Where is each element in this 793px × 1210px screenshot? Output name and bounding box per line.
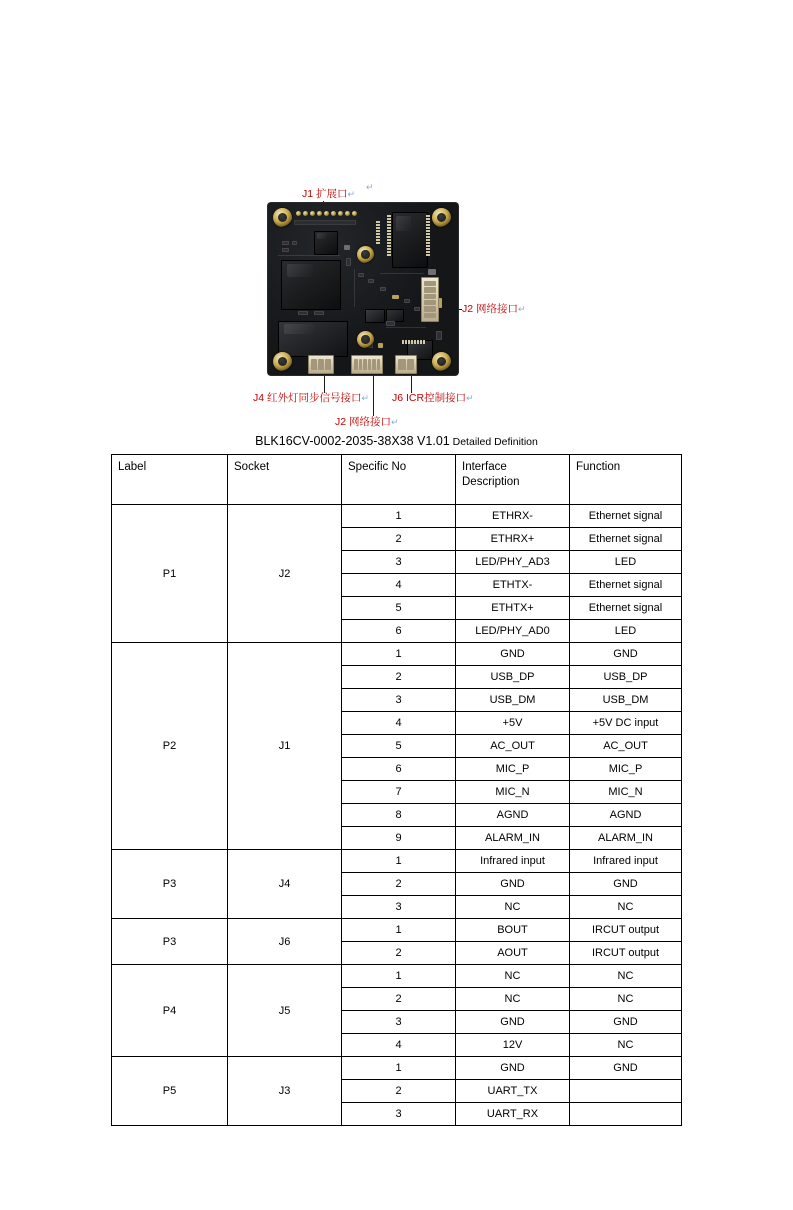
cell-interface-description: BOUT (456, 919, 570, 942)
cell-function: ALARM_IN (570, 827, 682, 850)
callout-j1-text: J1 扩展口 (302, 188, 348, 200)
cell-function: Infrared input (570, 850, 682, 873)
passive-component (380, 287, 386, 291)
cell-function: USB_DP (570, 666, 682, 689)
cell-function: IRCUT output (570, 919, 682, 942)
cell-function: NC (570, 965, 682, 988)
mounting-hole-center-top (357, 246, 374, 263)
cell-specific-no: 1 (342, 1057, 456, 1080)
j1-expansion-header-pins (296, 211, 357, 216)
cell-interface-description: UART_TX (456, 1080, 570, 1103)
cell-specific-no: 2 (342, 873, 456, 896)
cell-specific-no: 2 (342, 528, 456, 551)
passive-component (292, 241, 297, 245)
cell-function: Ethernet signal (570, 528, 682, 551)
cell-function: AGND (570, 804, 682, 827)
cell-interface-description: UART_RX (456, 1103, 570, 1126)
soc-chip (281, 260, 341, 310)
pinout-table-body (112, 505, 682, 1126)
cell-function: Ethernet signal (570, 574, 682, 597)
connector-pads (376, 221, 380, 244)
cell-label: P2 (112, 643, 228, 850)
cell-label: P3 (112, 850, 228, 919)
pilcrow-mark: ↵ (518, 304, 526, 314)
cell-interface-description: AC_OUT (456, 735, 570, 758)
cell-function: LED (570, 551, 682, 574)
cell-specific-no: 1 (342, 919, 456, 942)
header-socket: Socket (228, 455, 342, 505)
chip-pins-left (387, 215, 391, 256)
cell-interface-description: NC (456, 965, 570, 988)
cell-label: P5 (112, 1057, 228, 1126)
cell-specific-no: 3 (342, 1011, 456, 1034)
callout-j2-bottom-text: J2 网络接口 (335, 416, 392, 428)
callout-j4-text: J4 红外灯同步信号接口 (253, 392, 362, 404)
pcb-figure (0, 88, 793, 428)
cell-socket: J3 (228, 1057, 342, 1126)
cell-specific-no: 1 (342, 965, 456, 988)
pcb-trace (354, 269, 355, 307)
cell-function: GND (570, 1057, 682, 1080)
cell-function: MIC_N (570, 781, 682, 804)
cell-function: MIC_P (570, 758, 682, 781)
cell-interface-description: ETHTX+ (456, 597, 570, 620)
cell-interface-description: GND (456, 643, 570, 666)
pilcrow-mark: ↵ (466, 393, 474, 403)
callout-j4-ir-sync (253, 392, 369, 405)
cell-specific-no: 1 (342, 850, 456, 873)
j4-ir-sync-connector (308, 355, 334, 374)
passive-component (298, 311, 308, 315)
header-function: Function (570, 455, 682, 505)
table-row (112, 850, 682, 873)
cell-specific-no: 9 (342, 827, 456, 850)
passive-component (368, 279, 374, 283)
pinout-table (111, 454, 682, 1126)
header-label: Label (112, 455, 228, 505)
cell-interface-description: NC (456, 988, 570, 1011)
cell-interface-description: LED/PHY_AD3 (456, 551, 570, 574)
ddr-memory-chip (278, 321, 348, 357)
header-interface-description: Interface Description (456, 455, 570, 505)
pcb-trace (380, 273, 424, 274)
cell-function: NC (570, 988, 682, 1011)
cell-socket: J4 (228, 850, 342, 919)
cell-specific-no: 6 (342, 758, 456, 781)
table-header-row (112, 455, 682, 505)
cell-interface-description: LED/PHY_AD0 (456, 620, 570, 643)
mounting-hole (273, 208, 292, 227)
cell-function: LED (570, 620, 682, 643)
cell-interface-description: 12V (456, 1034, 570, 1057)
cell-specific-no: 6 (342, 620, 456, 643)
cell-function: Ethernet signal (570, 597, 682, 620)
cell-interface-description: GND (456, 1011, 570, 1034)
document-page (0, 88, 793, 1210)
flash-chip (392, 212, 428, 268)
cell-specific-no: 4 (342, 712, 456, 735)
cell-socket: J5 (228, 965, 342, 1057)
cell-specific-no: 3 (342, 1103, 456, 1126)
cell-label: P4 (112, 965, 228, 1057)
cell-interface-description: USB_DM (456, 689, 570, 712)
passive-component (386, 321, 395, 326)
cell-function (570, 1103, 682, 1126)
mounting-hole (273, 352, 292, 371)
cell-interface-description: ETHTX- (456, 574, 570, 597)
table-row (112, 643, 682, 666)
cell-interface-description: +5V (456, 712, 570, 735)
cell-interface-description: MIC_P (456, 758, 570, 781)
cell-specific-no: 3 (342, 689, 456, 712)
cell-specific-no: 5 (342, 735, 456, 758)
cell-function: GND (570, 873, 682, 896)
mounting-hole (432, 352, 451, 371)
leader-line-j6 (411, 374, 412, 393)
cell-function (570, 1080, 682, 1103)
callout-j2-network-bottom (335, 416, 399, 429)
cell-function: NC (570, 1034, 682, 1057)
passive-component (436, 331, 442, 340)
callout-j6-icr (392, 392, 474, 405)
cell-function: NC (570, 896, 682, 919)
cell-function: IRCUT output (570, 942, 682, 965)
mounting-hole (432, 208, 451, 227)
regulator-chip (314, 231, 338, 255)
figure-caption (0, 433, 793, 450)
cell-specific-no: 1 (342, 505, 456, 528)
passive-component (282, 248, 289, 252)
passive-component (392, 295, 399, 299)
cell-interface-description: AOUT (456, 942, 570, 965)
cell-label: P1 (112, 505, 228, 643)
passive-component (346, 258, 351, 266)
cell-label: P3 (112, 919, 228, 965)
cell-interface-description: AGND (456, 804, 570, 827)
cell-interface-description: ETHRX+ (456, 528, 570, 551)
cell-interface-description: MIC_N (456, 781, 570, 804)
callout-j2-network-right (462, 303, 526, 316)
caption-suffix: Detailed Definition (449, 436, 538, 448)
pilcrow-mark: ↵ (347, 189, 356, 199)
pcb-trace (386, 327, 426, 328)
pcb-board-photo (268, 203, 458, 375)
leader-line-j4 (324, 374, 325, 393)
cell-socket: J2 (228, 505, 342, 643)
small-ic-1 (365, 309, 385, 323)
cell-specific-no: 2 (342, 988, 456, 1011)
pilcrow-mark: ↵ (361, 393, 370, 403)
j2-network-connector (421, 277, 439, 322)
table-row (112, 1057, 682, 1080)
pinout-table-container (111, 454, 681, 1126)
cell-interface-description: GND (456, 1057, 570, 1080)
cell-interface-description: GND (456, 873, 570, 896)
callout-j2-right-text: J2 网络接口 (462, 303, 519, 315)
cell-specific-no: 7 (342, 781, 456, 804)
stray-pilcrow-mark: ↵ (366, 182, 374, 192)
cell-function: GND (570, 1011, 682, 1034)
passive-component (314, 311, 324, 315)
callout-j1-expansion (302, 188, 355, 201)
passive-component (414, 307, 420, 311)
passive-component (404, 299, 410, 303)
cell-specific-no: 4 (342, 1034, 456, 1057)
pilcrow-mark: ↵ (391, 417, 399, 427)
j2-network-connector-bottom (351, 355, 383, 374)
passive-component (428, 269, 436, 275)
passive-component (344, 245, 350, 250)
cell-interface-description: Infrared input (456, 850, 570, 873)
cell-specific-no: 2 (342, 1080, 456, 1103)
passive-component (358, 273, 364, 277)
callout-j6-text: J6 ICR控制接口 (392, 392, 467, 404)
passive-component (378, 343, 383, 348)
cell-function: AC_OUT (570, 735, 682, 758)
cell-interface-description: ALARM_IN (456, 827, 570, 850)
chip-pins-right (426, 215, 430, 256)
caption-model-number: BLK16CV-0002-2035-38X38 V1.01 (255, 434, 450, 448)
cell-specific-no: 3 (342, 896, 456, 919)
ic-pins-bottom (402, 340, 425, 344)
cell-specific-no: 2 (342, 942, 456, 965)
cell-specific-no: 5 (342, 597, 456, 620)
cell-specific-no: 3 (342, 551, 456, 574)
table-row (112, 505, 682, 528)
header-specific-no: Specific No (342, 455, 456, 505)
cell-specific-no: 4 (342, 574, 456, 597)
cell-socket: J6 (228, 919, 342, 965)
pcb-trace (278, 255, 340, 256)
mounting-hole-center-bottom (357, 331, 374, 348)
cell-interface-description: NC (456, 896, 570, 919)
cell-interface-description: ETHRX- (456, 505, 570, 528)
cell-specific-no: 1 (342, 643, 456, 666)
table-row (112, 965, 682, 988)
leader-line-j2-bottom (373, 374, 374, 416)
cell-specific-no: 2 (342, 666, 456, 689)
cell-function: Ethernet signal (570, 505, 682, 528)
cell-function: USB_DM (570, 689, 682, 712)
j1-header-silkscreen (294, 220, 356, 225)
cell-function: +5V DC input (570, 712, 682, 735)
cell-specific-no: 8 (342, 804, 456, 827)
cell-socket: J1 (228, 643, 342, 850)
table-row (112, 919, 682, 942)
j6-icr-connector (395, 355, 417, 374)
cell-interface-description: USB_DP (456, 666, 570, 689)
cell-function: GND (570, 643, 682, 666)
passive-component (282, 241, 289, 245)
